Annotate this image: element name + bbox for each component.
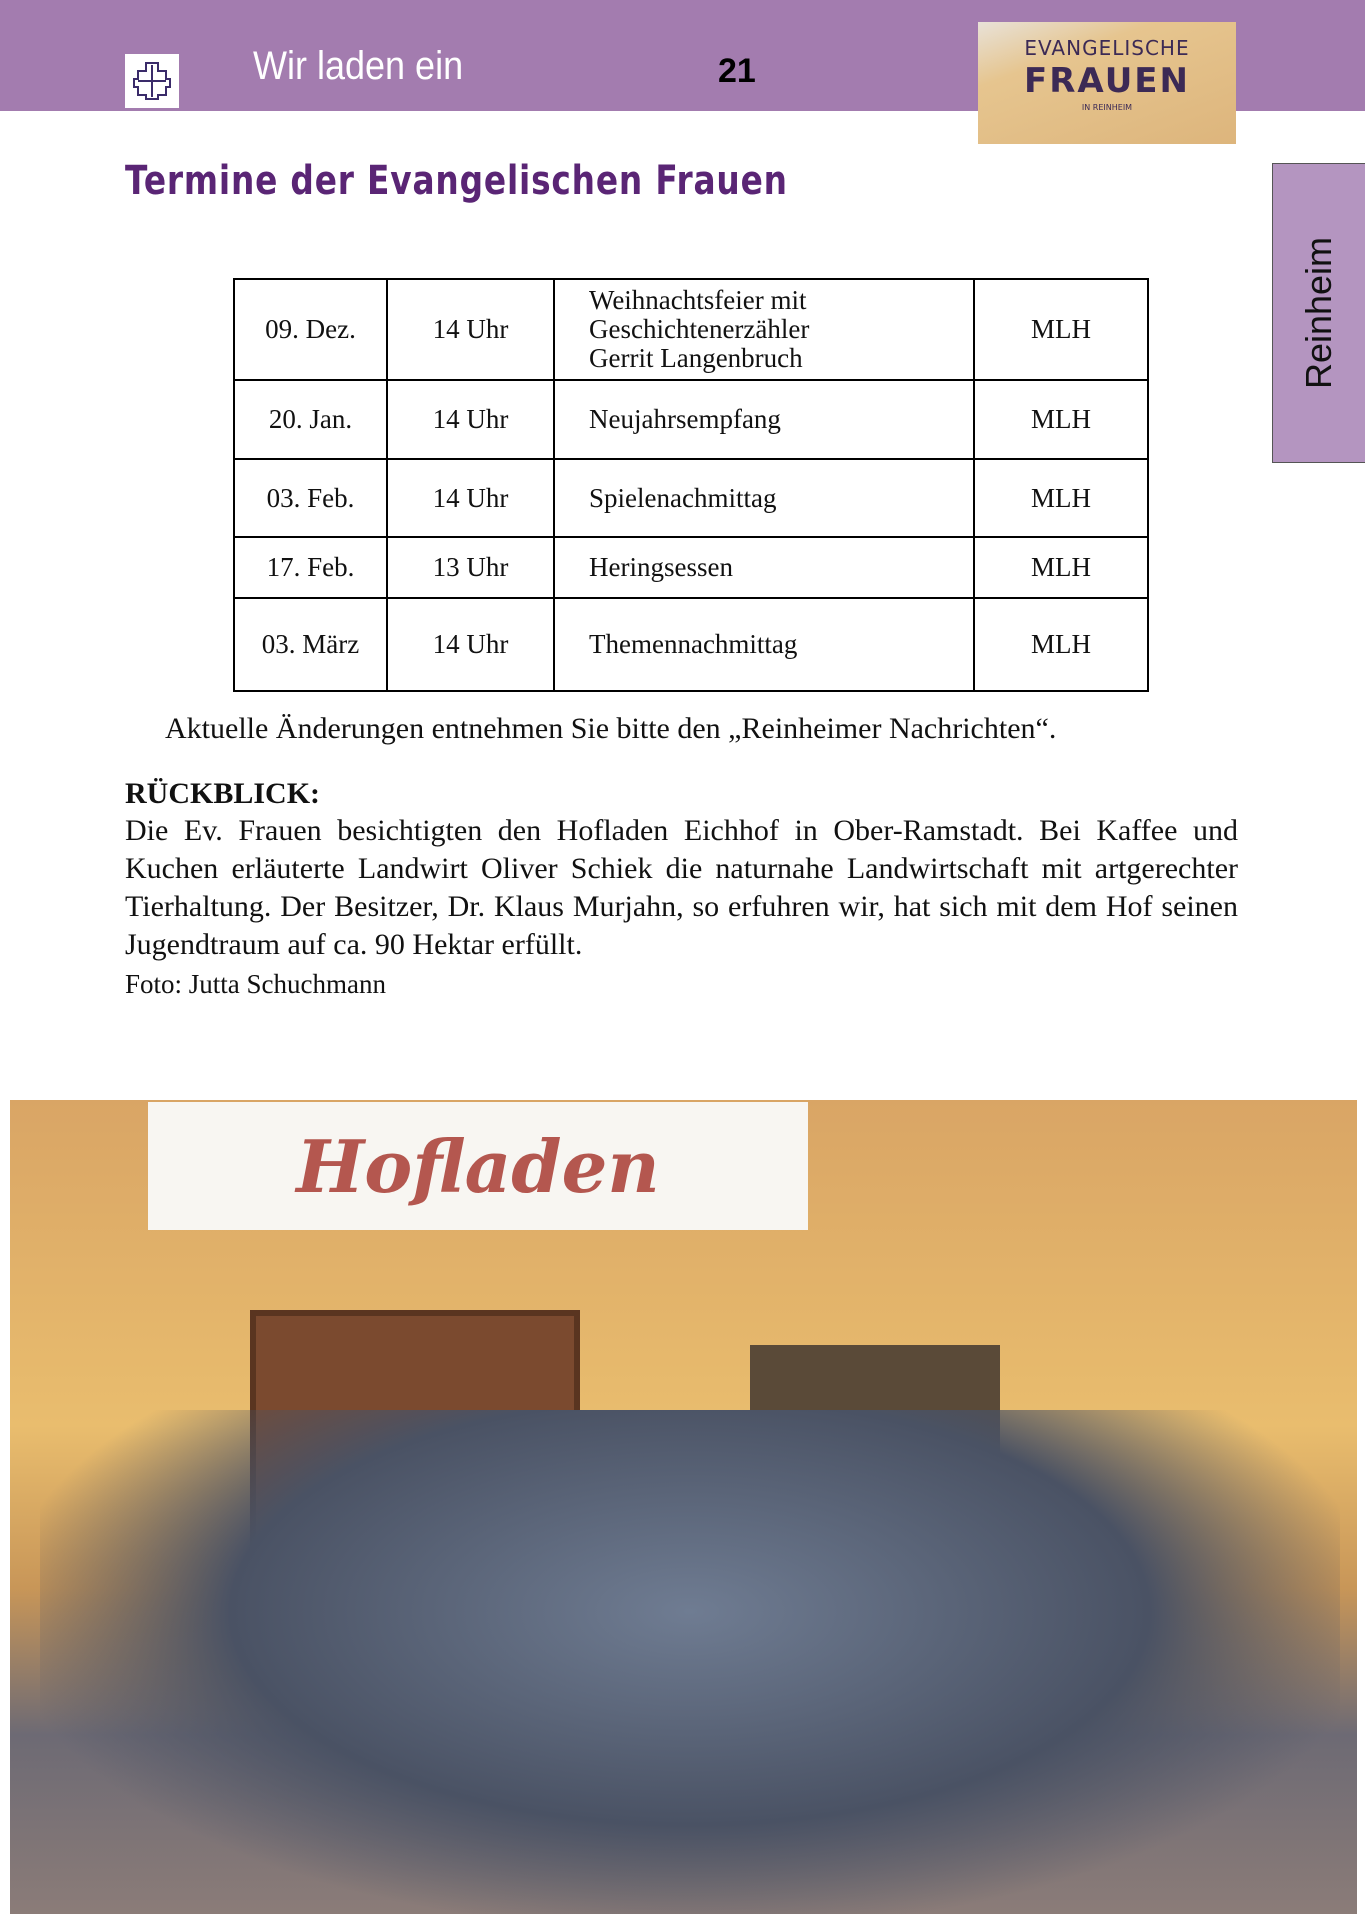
event-time: 13 Uhr	[387, 537, 554, 598]
event-time: 14 Uhr	[387, 380, 554, 459]
evangelische-frauen-logo	[978, 22, 1236, 144]
hofladen-sign	[148, 1102, 808, 1230]
event-time: 14 Uhr	[387, 279, 554, 380]
event-time: 14 Uhr	[387, 459, 554, 537]
badge-line2: FRAUEN	[1024, 61, 1190, 101]
event-event: Heringsessen	[554, 537, 974, 598]
side-tab-label: Reinheim	[1298, 236, 1339, 390]
page-heading: Termine der Evangelischen Frauen	[125, 158, 788, 204]
events-table	[233, 278, 1149, 692]
page-number: 21	[718, 52, 756, 90]
event-row	[234, 459, 1148, 537]
event-row	[234, 279, 1148, 380]
rueckblick-section	[125, 776, 1238, 1004]
group-photo	[10, 1100, 1357, 1914]
event-place: MLH	[974, 279, 1148, 380]
event-event: Weihnachtsfeier mit Geschichtenerzähler Gerrit Langenbruch	[554, 279, 974, 380]
event-time: 14 Uhr	[387, 598, 554, 691]
photo-group-of-people	[40, 1410, 1340, 1914]
side-tab-reinheim	[1272, 163, 1365, 463]
event-place: MLH	[974, 380, 1148, 459]
event-date: 17. Feb.	[234, 537, 387, 598]
event-place: MLH	[974, 459, 1148, 537]
event-place: MLH	[974, 598, 1148, 691]
event-event: Neujahrsempfang	[554, 380, 974, 459]
photo-credit: Foto: Jutta Schuchmann	[125, 969, 386, 999]
rueckblick-heading: RÜCKBLICK:	[125, 777, 321, 810]
event-date: 20. Jan.	[234, 380, 387, 459]
rueckblick-text: Die Ev. Frauen besichtigten den Hofladen Eichhof in Ober-Ramstadt. Bei Kaffee und Kuchen erläuterte Landwirt Oliver Schiek die naturnahe Landwirtschaft mit artgerechter Tierhaltung. Der Besitzer, Dr. Klaus Murjahn, so erfuhren wir, hat sich mit dem Hof seinen Jugendtraum auf ca. 90 Hektar erfüllt.	[125, 814, 1238, 961]
note-text: Aktuelle Änderungen entnehmen Sie bitte den „Reinheimer Nachrichten“.	[165, 712, 1057, 745]
event-row	[234, 537, 1148, 598]
badge-line3: IN REINHEIM	[1081, 103, 1133, 112]
event-row	[234, 598, 1148, 691]
event-date: 09. Dez.	[234, 279, 387, 380]
sign-text: Hofladen	[296, 1123, 660, 1209]
event-date: 03. März	[234, 598, 387, 691]
church-cross-logo	[125, 54, 179, 108]
event-row	[234, 380, 1148, 459]
section-title: Wir laden ein	[253, 44, 464, 88]
event-date: 03. Feb.	[234, 459, 387, 537]
event-place: MLH	[974, 537, 1148, 598]
badge-line1: EVANGELISCHE	[1024, 36, 1190, 60]
event-event: Themennachmittag	[554, 598, 974, 691]
event-event: Spielenachmittag	[554, 459, 974, 537]
